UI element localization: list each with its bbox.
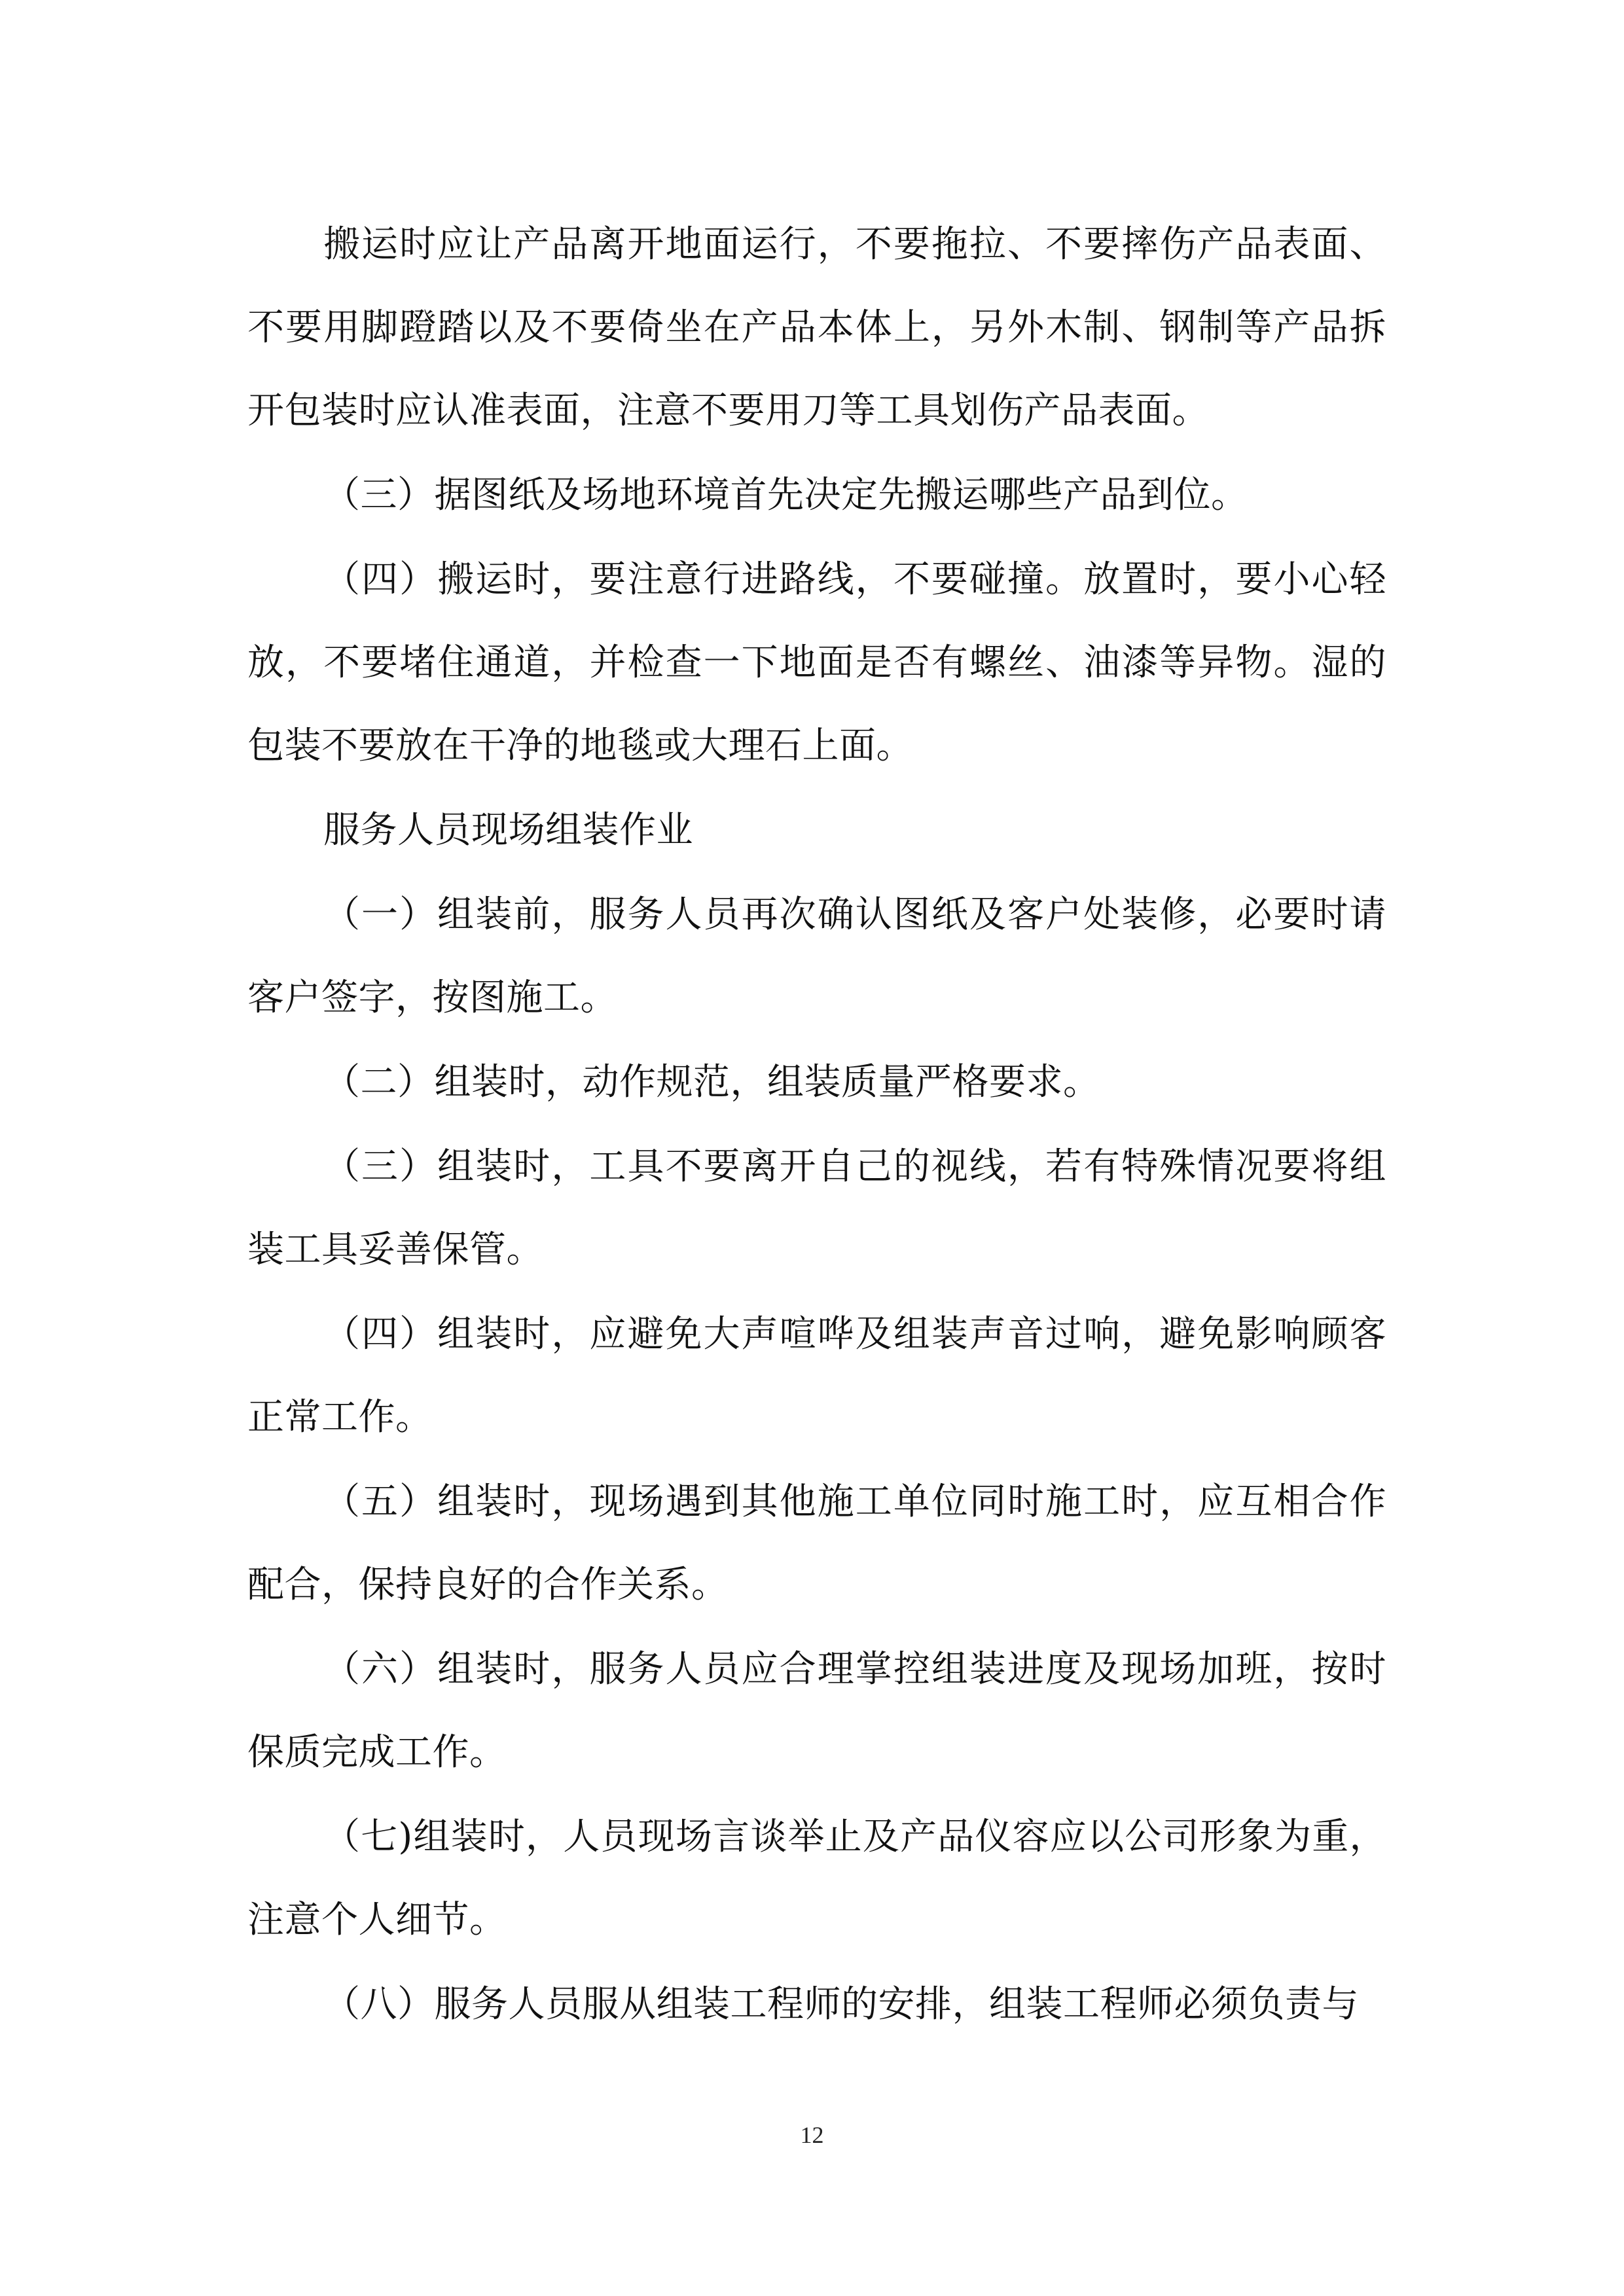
page-number: 12 — [800, 2122, 824, 2148]
paragraph: （五）组装时，现场遇到其他施工单位同时施工时，应互相合作配合，保持良好的合作关系。 — [247, 1480, 1386, 1606]
paragraph: （三）组装时，工具不要离开自己的视线，若有特殊情况要将组装工具妥善保管。 — [247, 1145, 1386, 1271]
paragraph: 搬运时应让产品离开地面运行，不要拖拉、不要摔伤产品表面、不要用脚蹬踏以及不要倚坐在产品本体上，另外木制、钢制等产品拆开包装时应认准表面，注意不要用刀等工具划伤产品表面。 — [247, 223, 1386, 432]
section-heading: 服务人员现场组装作业 — [323, 809, 693, 852]
paragraph: （四）搬运时，要注意行进路线，不要碰撞。放置时，要小心轻放，不要堵住通道，并检查一下地面是否有螺丝、油漆等异物。湿的包装不要放在干净的地毯或大理石上面。 — [247, 558, 1386, 767]
paragraph: （一）组装前，服务人员再次确认图纸及客户处装修，必要时请客户签字，按图施工。 — [247, 893, 1386, 1019]
paragraph: （四）组装时，应避免大声喧哗及组装声音过响，避免影响顾客正常工作。 — [247, 1313, 1386, 1439]
body-text — [247, 203, 1386, 2046]
paragraph: （八）服务人员服从组装工程师的安排，组装工程师必须负责与 — [323, 1983, 1359, 2026]
paragraph: （六）组装时，服务人员应合理掌控组装进度及现场加班，按时保质完成工作。 — [247, 1648, 1386, 1774]
paragraph: （七)组装时，人员现场言谈举止及产品仪容应以公司形象为重，注意个人细节。 — [247, 1816, 1386, 1941]
paragraph: （二）组装时，动作规范，组装质量严格要求。 — [323, 1061, 1100, 1103]
paragraph: （三）据图纸及场地环境首先决定先搬运哪些产品到位。 — [323, 474, 1248, 516]
